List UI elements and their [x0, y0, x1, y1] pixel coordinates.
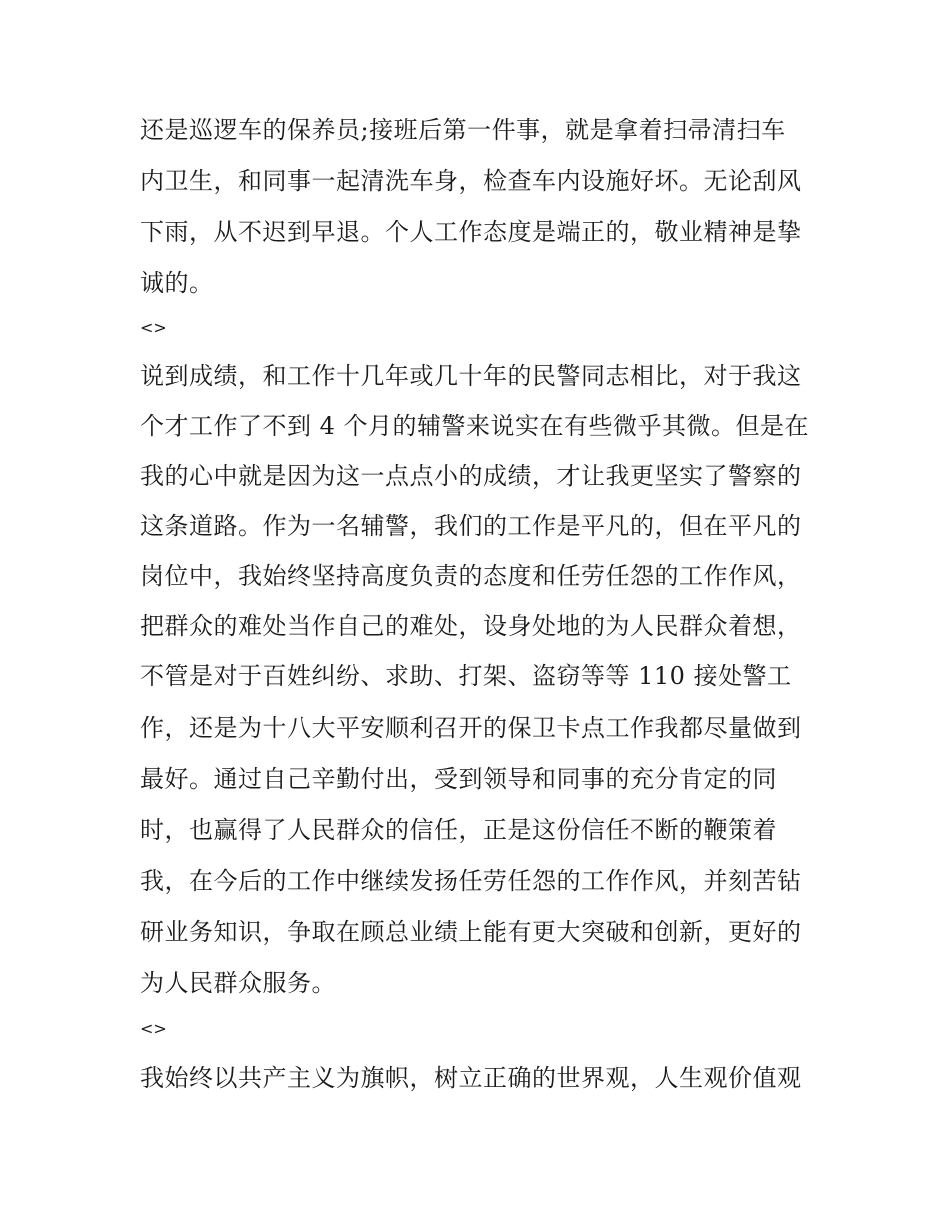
paragraph-line: 把群众的难处当作自己的难处，设身处地的为人民群众着想，	[140, 612, 802, 640]
paragraph-line: 为人民群众服务。	[140, 969, 336, 997]
paragraph-line: 个才工作了不到 4 个月的辅警来说实在有些微乎其微。但是在	[140, 412, 810, 440]
paragraph-line: 还是巡逻车的保养员;接班后第一件事，就是拿着扫帚清扫车	[140, 116, 786, 144]
paragraph-line: 我始终以共产主义为旗帜，树立正确的世界观，人生观价值观	[140, 1064, 802, 1092]
paragraph-line: 说到成绩，和工作十几年或几十年的民警同志相比，对于我这	[140, 362, 802, 390]
paragraph-line: 时，也赢得了人民群众的信任，正是这份信任不断的鞭策着	[140, 816, 777, 844]
paragraph-line: 这条道路。作为一名辅警，我们的工作是平凡的，但在平凡的	[140, 512, 802, 540]
paragraph-line: 岗位中，我始终坚持高度负责的态度和任劳任怨的工作作风，	[140, 562, 802, 590]
paragraph-line: 诚的。	[140, 269, 214, 297]
paragraph-line: 研业务知识，争取在顾总业绩上能有更大突破和创新，更好的	[140, 918, 802, 946]
paragraph-line: 下雨，从不迟到早退。个人工作态度是端正的，敬业精神是挚	[140, 218, 802, 246]
section-separator: <>	[140, 318, 167, 337]
section-separator: <>	[140, 1019, 167, 1038]
paragraph-line: 作，还是为十八大平安顺利召开的保卫卡点工作我都尽量做到	[140, 714, 802, 742]
paragraph-line: 我，在今后的工作中继续发扬任劳任怨的工作作风，并刻苦钻	[140, 867, 802, 895]
paragraph-line: 不管是对于百姓纠纷、求助、打架、盗窃等等 110 接处警工	[140, 662, 792, 690]
paragraph-line: 最好。通过自己辛勤付出，受到领导和同事的充分肯定的同	[140, 765, 777, 793]
paragraph-line: 我的心中就是因为这一点点小的成绩，才让我更坚实了警察的	[140, 462, 802, 490]
paragraph-line: 内卫生，和同事一起清洗车身，检查车内设施好坏。无论刮风	[140, 167, 802, 195]
